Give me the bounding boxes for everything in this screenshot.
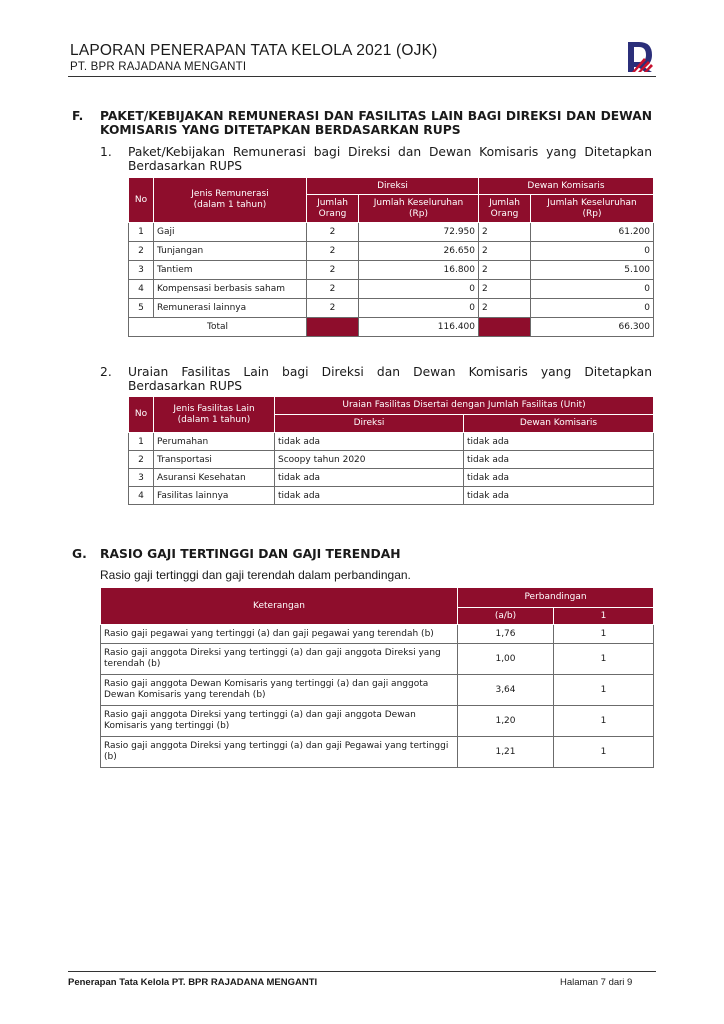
cell-keterangan: Rasio gaji anggota Direksi yang tertinggi (a) dan gaji Pegawai yang tertinggi (b): [101, 737, 458, 768]
col-jenis-fasilitas: Jenis Fasilitas Lain (dalam 1 tahun): [154, 397, 275, 433]
total-dk-jumlah: 66.300: [531, 318, 654, 337]
sub1-title-line2: Berdasarkan RUPS: [128, 159, 243, 173]
cell-dir-orang: 2: [307, 299, 359, 318]
total-dk-orang-blank: [479, 318, 531, 337]
cell-direksi: tidak ada: [275, 487, 464, 505]
table-row: [129, 280, 654, 299]
cell-jenis: Asuransi Kesehatan: [154, 469, 275, 487]
cell-dk-jumlah: 5.100: [531, 261, 654, 280]
table-row: [129, 242, 654, 261]
section-g-intro: Rasio gaji tertinggi dan gaji terendah dalam perbandingan.: [100, 568, 411, 582]
total-dir-orang-blank: [307, 318, 359, 337]
cell-ab: 1,76: [458, 625, 554, 644]
remuneration-table: [128, 177, 654, 337]
page-number: Halaman 7 dari 9: [560, 977, 633, 988]
sub2-title-line2: Berdasarkan RUPS: [128, 379, 243, 393]
company-name: PT. BPR RAJADANA MENGANTI: [70, 61, 247, 73]
table-row: [101, 737, 654, 768]
facilities-table: [128, 396, 654, 505]
cell-one: 1: [554, 675, 654, 706]
cell-no: 3: [129, 261, 154, 280]
cell-direksi: tidak ada: [275, 469, 464, 487]
total-label: Total: [129, 318, 307, 337]
cell-dk-jumlah: 0: [531, 280, 654, 299]
col-ab: (a/b): [458, 608, 554, 625]
cell-keterangan: Rasio gaji anggota Direksi yang tertinggi (a) dan gaji anggota Dewan Komisaris yang tertinggi (b): [101, 706, 458, 737]
cell-jenis: Remunerasi lainnya: [154, 299, 307, 318]
cell-keterangan: Rasio gaji anggota Direksi yang tertinggi (a) dan gaji anggota Direksi yang terendah (b): [101, 644, 458, 675]
col-jenis-remunerasi: Jenis Remunerasi (dalam 1 tahun): [154, 178, 307, 223]
cell-ab: 1,21: [458, 737, 554, 768]
table-row: [101, 644, 654, 675]
cell-no: 4: [129, 280, 154, 299]
cell-dk-jumlah: 0: [531, 299, 654, 318]
cell-no: 2: [129, 451, 154, 469]
col-dewan-komisaris: Dewan Komisaris: [479, 178, 654, 195]
cell-no: 2: [129, 242, 154, 261]
col-keterangan: Keterangan: [101, 588, 458, 625]
col-no: No: [129, 397, 154, 433]
cell-dir-orang: 2: [307, 280, 359, 299]
cell-keterangan: Rasio gaji anggota Dewan Komisaris yang tertinggi (a) dan gaji anggota Dewan Komisaris yang terendah (b): [101, 675, 458, 706]
cell-no: 4: [129, 487, 154, 505]
cell-no: 1: [129, 433, 154, 451]
col-perbandingan: Perbandingan: [458, 588, 654, 608]
cell-dewan: tidak ada: [464, 487, 654, 505]
cell-dewan: tidak ada: [464, 433, 654, 451]
cell-jenis: Kompensasi berbasis saham: [154, 280, 307, 299]
table-row: [129, 261, 654, 280]
col-no: No: [129, 178, 154, 223]
cell-jenis: Tunjangan: [154, 242, 307, 261]
total-row: [129, 318, 654, 337]
cell-ab: 3,64: [458, 675, 554, 706]
cell-dir-jumlah: 72.950: [359, 223, 479, 242]
col-direksi: Direksi: [307, 178, 479, 195]
table-row: [101, 706, 654, 737]
cell-one: 1: [554, 737, 654, 768]
cell-jenis: Perumahan: [154, 433, 275, 451]
cell-jenis: Fasilitas lainnya: [154, 487, 275, 505]
cell-dir-jumlah: 0: [359, 299, 479, 318]
col-one: 1: [554, 608, 654, 625]
cell-no: 5: [129, 299, 154, 318]
col-dir-jumlah-keseluruhan: Jumlah Keseluruhan (Rp): [359, 195, 479, 223]
table-row: [101, 625, 654, 644]
cell-dir-orang: 2: [307, 223, 359, 242]
ratio-table: [100, 587, 654, 768]
footer-text: Penerapan Tata Kelola PT. BPR RAJADANA MENGANTI: [68, 977, 318, 988]
report-title: LAPORAN PENERAPAN TATA KELOLA 2021 (OJK): [70, 42, 438, 59]
cell-jenis: Gaji: [154, 223, 307, 242]
sub1-title-line1: Paket/Kebijakan Remunerasi bagi Direksi dan Dewan Komisaris yang Ditetapkan: [128, 145, 652, 159]
cell-direksi: Scoopy tahun 2020: [275, 451, 464, 469]
col-dk-jumlah-orang: Jumlah Orang: [479, 195, 531, 223]
cell-one: 1: [554, 625, 654, 644]
cell-dk-jumlah: 0: [531, 242, 654, 261]
col-uraian-fasilitas: Uraian Fasilitas Disertai dengan Jumlah Fasilitas (Unit): [275, 397, 654, 415]
table-row: [129, 469, 654, 487]
cell-one: 1: [554, 706, 654, 737]
cell-ab: 1,00: [458, 644, 554, 675]
section-g-letter: G.: [72, 547, 87, 561]
cell-jenis: Tantiem: [154, 261, 307, 280]
cell-dir-jumlah: 26.650: [359, 242, 479, 261]
table-row: [129, 433, 654, 451]
header-divider: [68, 76, 656, 77]
cell-dk-orang: 2: [479, 280, 531, 299]
sub2-number: 2.: [100, 365, 112, 379]
cell-dk-orang: 2: [479, 242, 531, 261]
table-row: [129, 451, 654, 469]
cell-no: 1: [129, 223, 154, 242]
cell-dk-orang: 2: [479, 299, 531, 318]
cell-dk-jumlah: 61.200: [531, 223, 654, 242]
table-row: [101, 675, 654, 706]
footer-divider: [68, 971, 656, 972]
cell-dewan: tidak ada: [464, 469, 654, 487]
cell-direksi: tidak ada: [275, 433, 464, 451]
cell-one: 1: [554, 644, 654, 675]
cell-dir-orang: 2: [307, 242, 359, 261]
col-dir-jumlah-orang: Jumlah Orang: [307, 195, 359, 223]
rajadana-logo-icon: [624, 40, 656, 74]
section-f-title-line2: KOMISARIS YANG DITETAPKAN BERDASARKAN RUPS: [100, 123, 461, 137]
section-f-letter: F.: [72, 109, 84, 123]
cell-dir-jumlah: 0: [359, 280, 479, 299]
cell-keterangan: Rasio gaji pegawai yang tertinggi (a) dan gaji pegawai yang terendah (b): [101, 625, 458, 644]
cell-jenis: Transportasi: [154, 451, 275, 469]
table-row: [129, 299, 654, 318]
col-dk-jumlah-keseluruhan: Jumlah Keseluruhan (Rp): [531, 195, 654, 223]
total-dir-jumlah: 116.400: [359, 318, 479, 337]
col-direksi: Direksi: [275, 415, 464, 433]
section-f-title-line1: PAKET/KEBIJAKAN REMUNERASI DAN FASILITAS LAIN BAGI DIREKSI DAN DEWAN: [100, 109, 652, 123]
section-g-title: RASIO GAJI TERTINGGI DAN GAJI TERENDAH: [100, 547, 401, 561]
table-row: [129, 487, 654, 505]
col-dewan-komisaris: Dewan Komisaris: [464, 415, 654, 433]
cell-dir-jumlah: 16.800: [359, 261, 479, 280]
cell-dewan: tidak ada: [464, 451, 654, 469]
cell-dk-orang: 2: [479, 223, 531, 242]
sub1-number: 1.: [100, 145, 112, 159]
table-row: [129, 223, 654, 242]
sub2-title-line1: Uraian Fasilitas Lain bagi Direksi dan Dewan Komisaris yang Ditetapkan: [128, 365, 652, 379]
cell-no: 3: [129, 469, 154, 487]
cell-dir-orang: 2: [307, 261, 359, 280]
cell-ab: 1,20: [458, 706, 554, 737]
cell-dk-orang: 2: [479, 261, 531, 280]
